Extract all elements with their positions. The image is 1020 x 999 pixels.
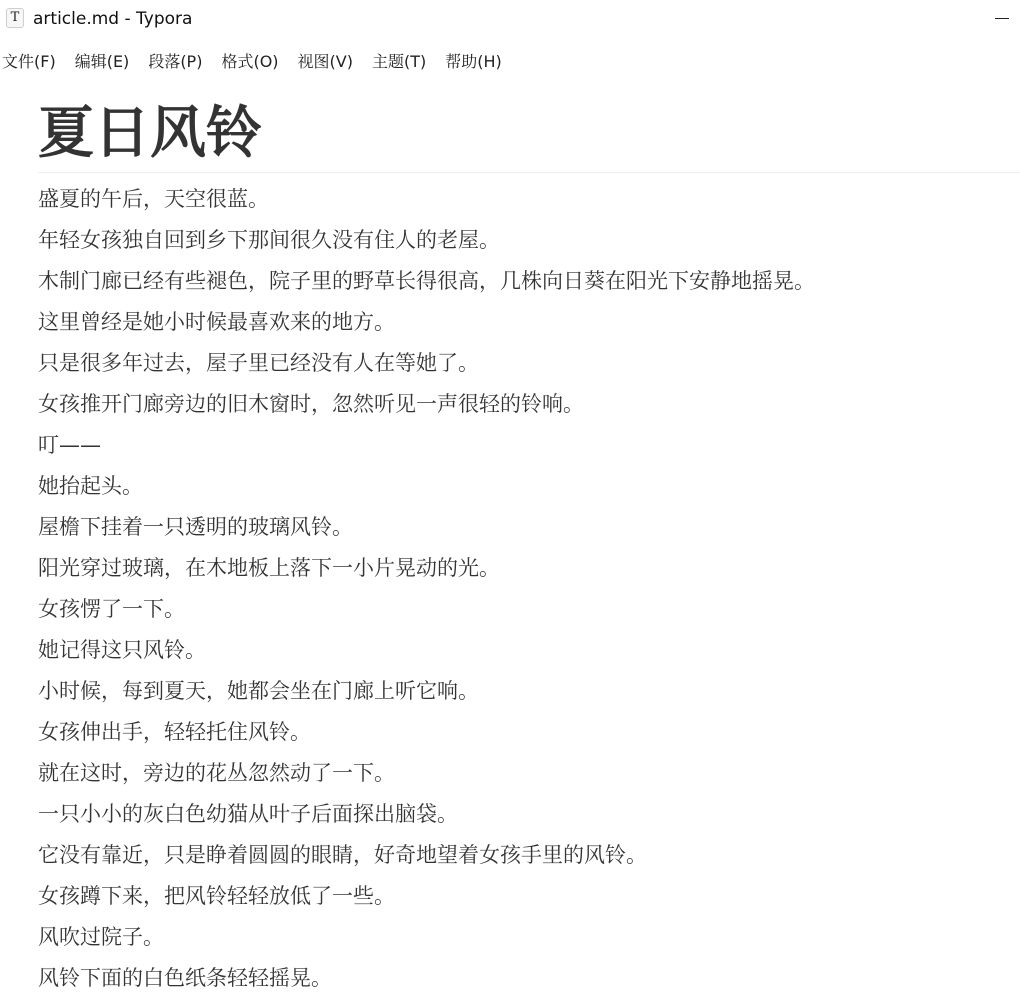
- menu-paragraph[interactable]: 段落(P): [148, 52, 203, 71]
- paragraph[interactable]: 叮——: [38, 433, 101, 457]
- paragraph[interactable]: 这里曾经是她小时候最喜欢来的地方。: [38, 310, 395, 334]
- paragraph[interactable]: 一只小小的灰白色幼猫从叶子后面探出脑袋。: [38, 802, 458, 826]
- title-bar: [0, 0, 1020, 38]
- paragraph[interactable]: 屋檐下挂着一只透明的玻璃风铃。: [38, 515, 353, 539]
- paragraph[interactable]: 小时候，每到夏天，她都会坐在门廊上听它响。: [38, 679, 479, 703]
- paragraph[interactable]: 它没有靠近，只是睁着圆圆的眼睛，好奇地望着女孩手里的风铃。: [38, 843, 647, 867]
- menu-theme[interactable]: 主题(T): [371, 52, 427, 71]
- paragraph[interactable]: 盛夏的午后，天空很蓝。: [38, 187, 269, 211]
- editor-area[interactable]: [38, 96, 1020, 999]
- window-title: article.md - Typora: [33, 9, 193, 29]
- paragraph[interactable]: 风铃下面的白色纸条轻轻摇晃。: [38, 966, 332, 990]
- paragraph[interactable]: 风吹过院子。: [38, 925, 164, 949]
- paragraph[interactable]: 女孩伸出手，轻轻托住风铃。: [38, 720, 311, 744]
- paragraph[interactable]: 女孩推开门廊旁边的旧木窗时，忽然听见一声很轻的铃响。: [38, 392, 584, 416]
- typora-app-icon: T: [6, 8, 24, 28]
- paragraph[interactable]: 只是很多年过去，屋子里已经没有人在等她了。: [38, 351, 479, 375]
- menu-help[interactable]: 帮助(H): [445, 52, 502, 71]
- paragraph[interactable]: 她抬起头。: [38, 474, 143, 498]
- menu-edit[interactable]: 编辑(E): [74, 52, 130, 71]
- menu-bar: [0, 48, 519, 76]
- menu-file[interactable]: 文件(F): [2, 52, 56, 71]
- paragraph[interactable]: 阳光穿过玻璃，在木地板上落下一小片晃动的光。: [38, 556, 500, 580]
- menu-format[interactable]: 格式(O): [221, 52, 279, 71]
- paragraph[interactable]: 就在这时，旁边的花丛忽然动了一下。: [38, 761, 395, 785]
- paragraph[interactable]: 木制门廊已经有些褪色，院子里的野草长得很高，几株向日葵在阳光下安静地摇晃。: [38, 269, 815, 293]
- menu-view[interactable]: 视图(V): [297, 52, 353, 71]
- minimize-icon: [995, 18, 1009, 19]
- minimize-button[interactable]: [985, 4, 1019, 32]
- paragraph-list: [38, 179, 1020, 999]
- document-heading[interactable]: 夏日风铃: [38, 96, 1020, 173]
- paragraph[interactable]: 她记得这只风铃。: [38, 638, 206, 662]
- paragraph[interactable]: 年轻女孩独自回到乡下那间很久没有住人的老屋。: [38, 228, 500, 252]
- paragraph[interactable]: 女孩蹲下来，把风铃轻轻放低了一些。: [38, 884, 395, 908]
- paragraph[interactable]: 女孩愣了一下。: [38, 597, 185, 621]
